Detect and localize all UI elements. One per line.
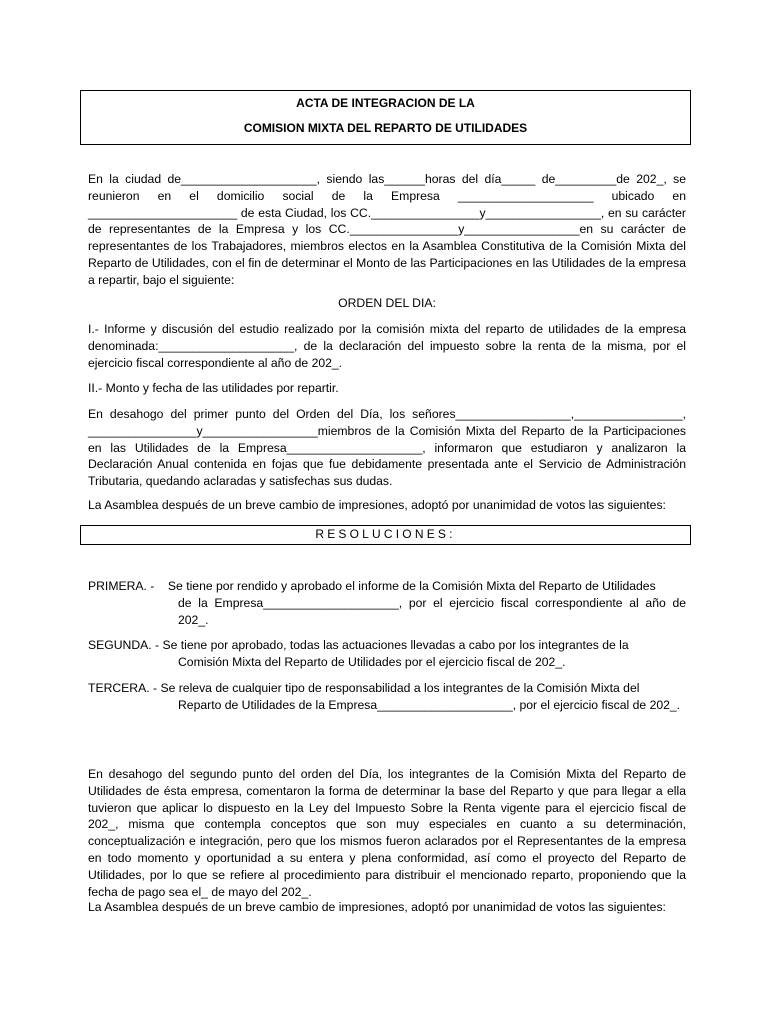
first-point-paragraph: En desahogo del primer punto del Orden del Día, los señores_________________,________________, ________________y_________________miembros de la Comisión Mixta del Reparto de la Participaciones en las Utilidades de la Empresa____________________, informaron que estudiaron y analizaron la Declaración Anual contenida en fojas que fue debidamente presentada ante el Servicio de Administración Tributaria, quedando aclaradas y satisfechas sus dudas.: [88, 407, 686, 489]
resolution-continuation: Reparto de Utilidades de la Empresa____________________, por el ejercicio fiscal de 202_.: [178, 697, 681, 712]
resolution-first-line: PRIMERA. - Se tiene por rendido y aprobado el informe de la Comisión Mixta del Reparto de Utilidades: [88, 579, 656, 593]
resoluciones-box: [80, 525, 691, 545]
resolution-primera: [88, 578, 686, 628]
second-point-paragraph: En desahogo del segundo punto del orden del Día, los integrantes de la Comisión Mixta del Reparto de Utilidades de ésta empresa, comentaron la forma de determinar la base del Reparto y que para llegar a ella tuvieron que aplicar lo dispuesto en la Ley del Impuesto Sobre la Renta vigente para el ejercicio fiscal de 202_, misma que contempla conceptos que son muy especiales en cuanto a su determinación, conceptualización e integración, pero que los mismos fueron aclarados por el Representantes de la empresa en todo momento y oportunidad a su entera y plena conformidad, así como el proyecto del Reparto de Utilidades, por lo que se refiere al procedimiento para distribuir el mencionado reparto, proponiendo que la fecha de pago sea el_ de mayo del 202_.: [88, 767, 686, 899]
agenda-point-1: I.- Informe y discusión del estudio realizado por la comisión mixta del reparto de utilidades de la empresa denominada:____________________, de la declaración del impuesto sobre la renta de la misma, por el ejercicio fiscal correspondiente al año de 202_.: [88, 322, 686, 370]
assembly-statement-2: La Asamblea después de un breve cambio de impresiones, adoptó por unanimidad de votos las siguientes:: [88, 900, 666, 914]
resolution-continuation: Comisión Mixta del Reparto de Utilidades por el ejercicio fiscal de 202_.: [178, 654, 566, 669]
resolution-tercera: [88, 680, 686, 714]
document-title: ACTA DE INTEGRACION DE LA: [296, 96, 475, 110]
resolution-segunda: [88, 637, 686, 671]
assembly-statement-1: La Asamblea después de un breve cambio de impresiones, adoptó por unanimidad de votos las siguientes:: [88, 498, 666, 512]
intro-paragraph: En la ciudad de____________________, siendo las______horas del día_____ de_________de 202_, se reunieron en el domicilio social de la Empresa ____________________ ubicado en ______________________ de esta Ciudad, los CC.________________y_________________, en su carácter de representantes de la Empresa y los CC.________________y_________________en su carácter de representantes de los Trabajadores, miembros electos en la Asamblea Constitutiva de la Comisión Mixta del Reparto de Utilidades, con el fin de determinar el Monto de las Participaciones en las Utilidades de la empresa a repartir, bajo el siguiente:: [88, 172, 686, 287]
resolution-first-line: TERCERA. - Se releva de cualquier tipo de responsabilidad a los integrantes de la Comisión Mixta del: [88, 681, 640, 695]
title-box: [80, 90, 691, 145]
resolution-continuation: de la Empresa____________________, por el ejercicio fiscal correspondiente al año de 202_.: [178, 595, 686, 627]
document-subtitle: COMISION MIXTA DEL REPARTO DE UTILIDADES: [243, 121, 528, 135]
orden-del-dia-heading: ORDEN DEL DIA:: [338, 296, 436, 310]
agenda-point-2: II.- Monto y fecha de las utilidades por repartir.: [88, 381, 339, 395]
resoluciones-heading: RESOLUCIONES:: [315, 527, 456, 541]
resolution-first-line: SEGUNDA. - Se tiene por aprobado, todas las actuaciones llevadas a cabo por los integrantes de la: [88, 638, 629, 652]
